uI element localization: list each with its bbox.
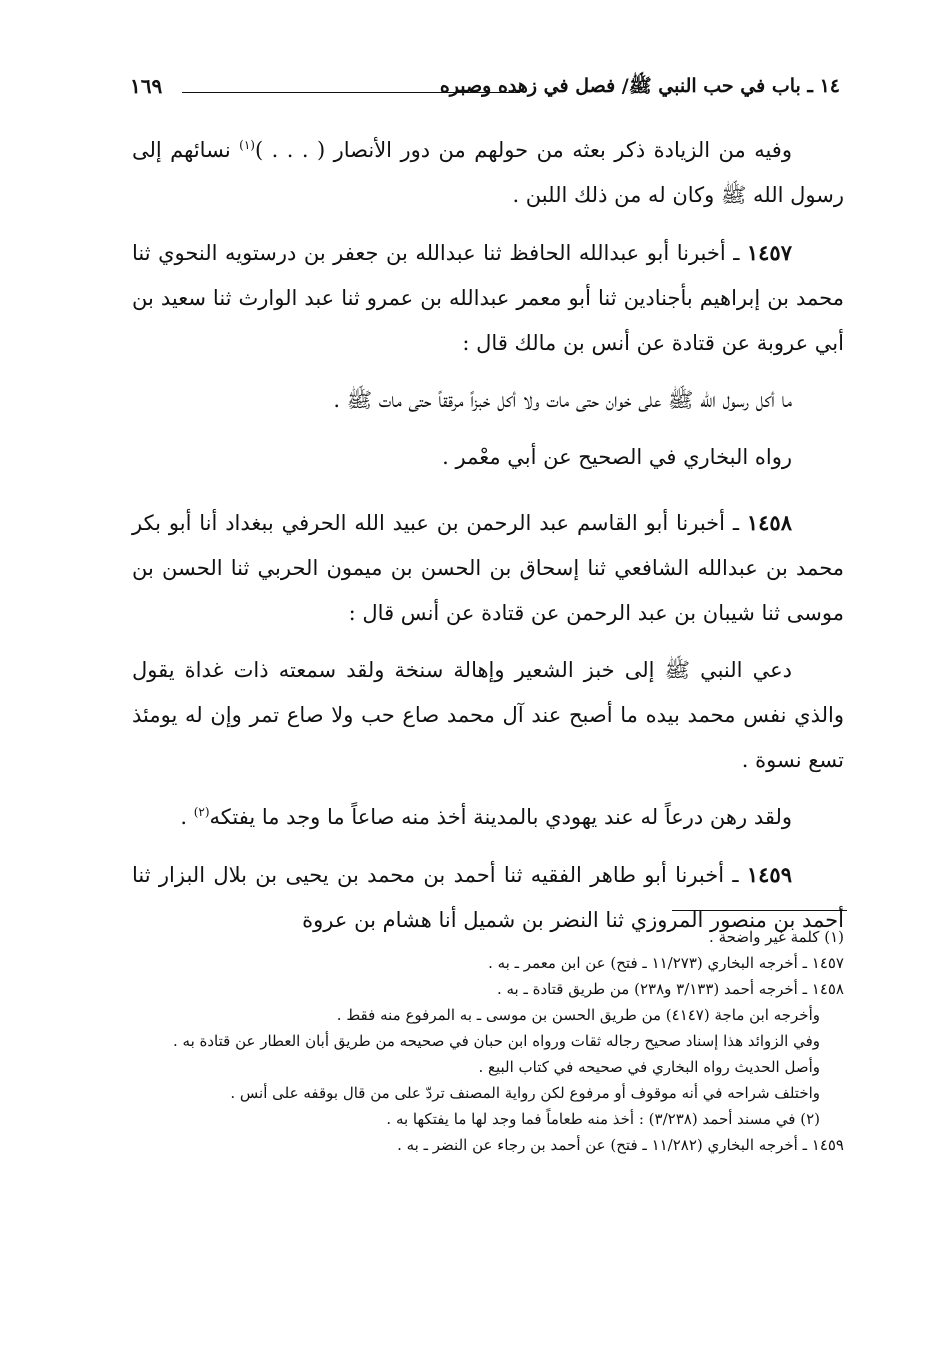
hadith-number: ١٤٥٨ bbox=[746, 510, 792, 535]
hadith-1458-matn-cont: ولقد رهن درعاً له عند يهودي بالمدينة أخذ منه صاعاً ما وجد ما يفتكه$^{(٢)}$ . bbox=[180, 805, 792, 829]
hadith-1459-isnad: ١٤٥٩ ـ أخبرنا أبو طاهر الفقيه ثنا أحمد بن محمد بن يحيى بن بلال البزار ثنا أحمد بن منصور المروزي ثنا النضر بن شميل أنا هشام بن عروة bbox=[132, 862, 844, 932]
footnotes bbox=[132, 924, 844, 1158]
hadith-1458-matn: دعي النبي ﷺ إلى خبز الشعير وإهالة سنخة ولقد سمعته ذات غداة يقول والذي نفس محمد بيده ما أصبح عند آل محمد صاع حب ولا صاع تمر وإن له يومئذ تسع نسوة . bbox=[132, 658, 844, 772]
footnote: ١٤٥٧ ـ أخرجه البخاري (١١/٢٧٣ ـ فتح) عن ابن معمر ـ به . bbox=[488, 954, 844, 972]
footnote-marker-1: (١) bbox=[239, 138, 255, 152]
footnote: (١) كلمة غير واضحة . bbox=[709, 928, 844, 946]
footnote: وأخرجه ابن ماجة (٤١٤٧) من طريق الحسن بن موسى ـ به المرفوع منه فقط . bbox=[336, 1006, 820, 1024]
footnote: واختلف شراحه في أنه موقوف أو مرفوع لكن رواية المصنف تردّ على من قال بوقفه على أنس . bbox=[230, 1084, 820, 1102]
hadith-1457-takhrij: رواه البخاري في الصحيح عن أبي معْمر . bbox=[442, 445, 792, 469]
hadith-number: ١٤٥٧ bbox=[746, 240, 792, 265]
main-text bbox=[132, 128, 844, 955]
running-header bbox=[120, 74, 840, 106]
footnote-separator bbox=[672, 910, 847, 911]
footnote: وأصل الحديث رواه البخاري في صحيحه في كتاب البيع . bbox=[478, 1058, 820, 1076]
hadith-1458-isnad: ١٤٥٨ ـ أخبرنا أبو القاسم عبد الرحمن بن عبيد الله الحرفي ببغداد أنا أبو بكر محمد بن عبدالله الشافعي ثنا إسحاق بن الحسن بن ميمون الحربي ثنا الحسن بن موسى ثنا شيبان بن عبد الرحمن عن قتادة عن أنس قال : bbox=[132, 510, 844, 625]
page-number: ١٦٩ bbox=[130, 74, 163, 98]
hadith-1457-matn: ما أكل رسول الله ﷺ على خوان حتى مات ولا أكل خبزاً مرققاً حتى مات ﷺ . bbox=[333, 388, 792, 412]
hadith-number: ١٤٥٩ bbox=[746, 862, 792, 887]
hadith-1457-isnad: ١٤٥٧ ـ أخبرنا أبو عبدالله الحافظ ثنا عبدالله بن جعفر بن درستويه النحوي ثنا محمد بن إبراهيم بأجنادين ثنا أبو معمر عبدالله بن عمرو ثنا عبد الوارث ثنا سعيد بن أبي عروبة عن قتادة عن أنس بن مالك قال : bbox=[132, 240, 844, 355]
footnote: (٢) في مسند أحمد (٣/٢٣٨) : أخذ منه طعاماً فما وجد لها ما يفتكها به . bbox=[386, 1110, 820, 1128]
chapter-title: ١٤ ـ باب في حب النبي ﷺ/ فصل في زهده وصبره bbox=[439, 75, 840, 97]
header-rule bbox=[182, 92, 520, 93]
footnote: وفي الزوائد هذا إسناد صحيح رجاله ثقات ورواه ابن حبان في صحيحه من طريق أبان العطار عن قتادة به . bbox=[172, 1032, 820, 1050]
footnote: ١٤٥٨ ـ أخرجه أحمد (٣/١٣٣ و٢٣٨) من طريق قتادة ـ به . bbox=[496, 980, 844, 998]
paragraph-addition: وفيه من الزيادة ذكر بعثه من حولهم من دور الأنصار ( . . . )$^{(١)}$ نسائهم إلى رسول الله ﷺ وكان له من ذلك اللبن . bbox=[132, 138, 844, 207]
footnote: ١٤٥٩ ـ أخرجه البخاري (١١/٢٨٢ ـ فتح) عن أحمد بن رجاء عن النضر ـ به . bbox=[397, 1136, 844, 1154]
footnote-marker-2: (٢) bbox=[193, 805, 210, 819]
